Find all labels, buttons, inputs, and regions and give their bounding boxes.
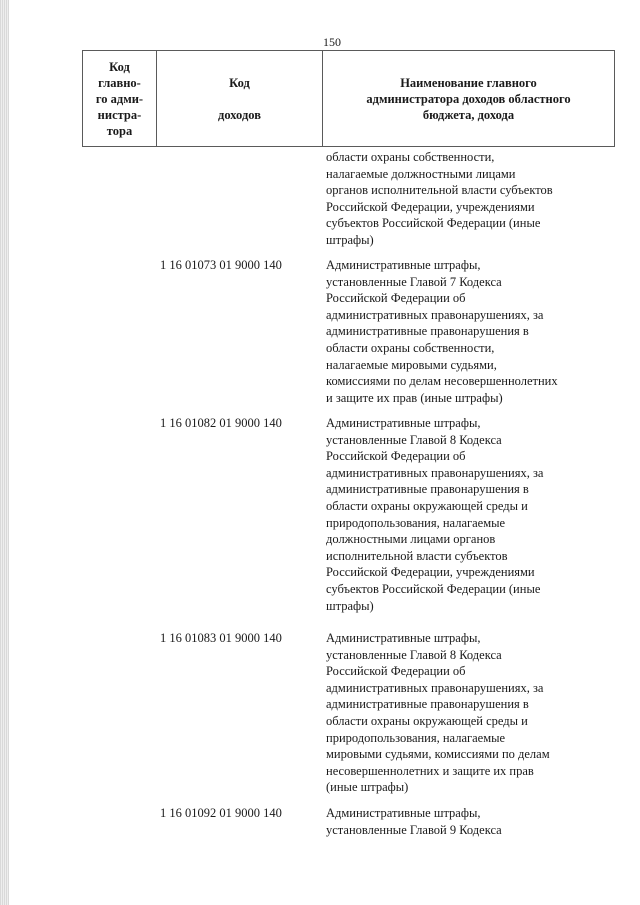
scan-edge [0, 0, 9, 905]
income-code: 1 16 01083 01 9000 140 [160, 631, 282, 645]
header-admin-code: Код главно- го адми- нистра- тора [83, 51, 157, 146]
income-description: области охраны собственности, налагаемые должностными лицами органов исполнительной власти субъектов Российской Федерации, учреждениями субъектов Российской Федерации (иные штрафы) [326, 150, 553, 247]
income-description: Административные штрафы, установленные Главой 8 Кодекса Российской Федерации об административных правонарушениях, за административные правонарушения в области охраны окружающей среды и природопользования, налагаемые мировыми судьями, комиссиями по делам несовершеннолетних и защите их прав (иные штрафы) [326, 631, 550, 795]
income-description: Административные штрафы, установленные Главой 9 Кодекса [326, 806, 502, 837]
income-code: 1 16 01073 01 9000 140 [160, 258, 282, 272]
header-income-code: Код доходов [157, 51, 323, 146]
table-header [82, 50, 615, 147]
income-description: Административные штрафы, установленные Главой 7 Кодекса Российской Федерации об административных правонарушениях, за административные правонарушения в области охраны собственности, налагаемые мировыми судьями, комиссиями по делам несовершеннолетних и защите их прав (иные штрафы) [326, 258, 558, 405]
income-description: Административные штрафы, установленные Главой 8 Кодекса Российской Федерации об административных правонарушениях, за административные правонарушения в области охраны окружающей среды и природопользования, налагаемые должностными лицами органов исполнительной власти субъектов Российской Федерации, учреждениями субъектов Российской Федерации (иные штрафы) [326, 416, 544, 613]
page-number: 150 [323, 35, 341, 49]
header-name: Наименование главного администратора доходов областного бюджета, дохода [366, 75, 571, 122]
income-code: 1 16 01092 01 9000 140 [160, 806, 282, 820]
income-code: 1 16 01082 01 9000 140 [160, 416, 282, 430]
